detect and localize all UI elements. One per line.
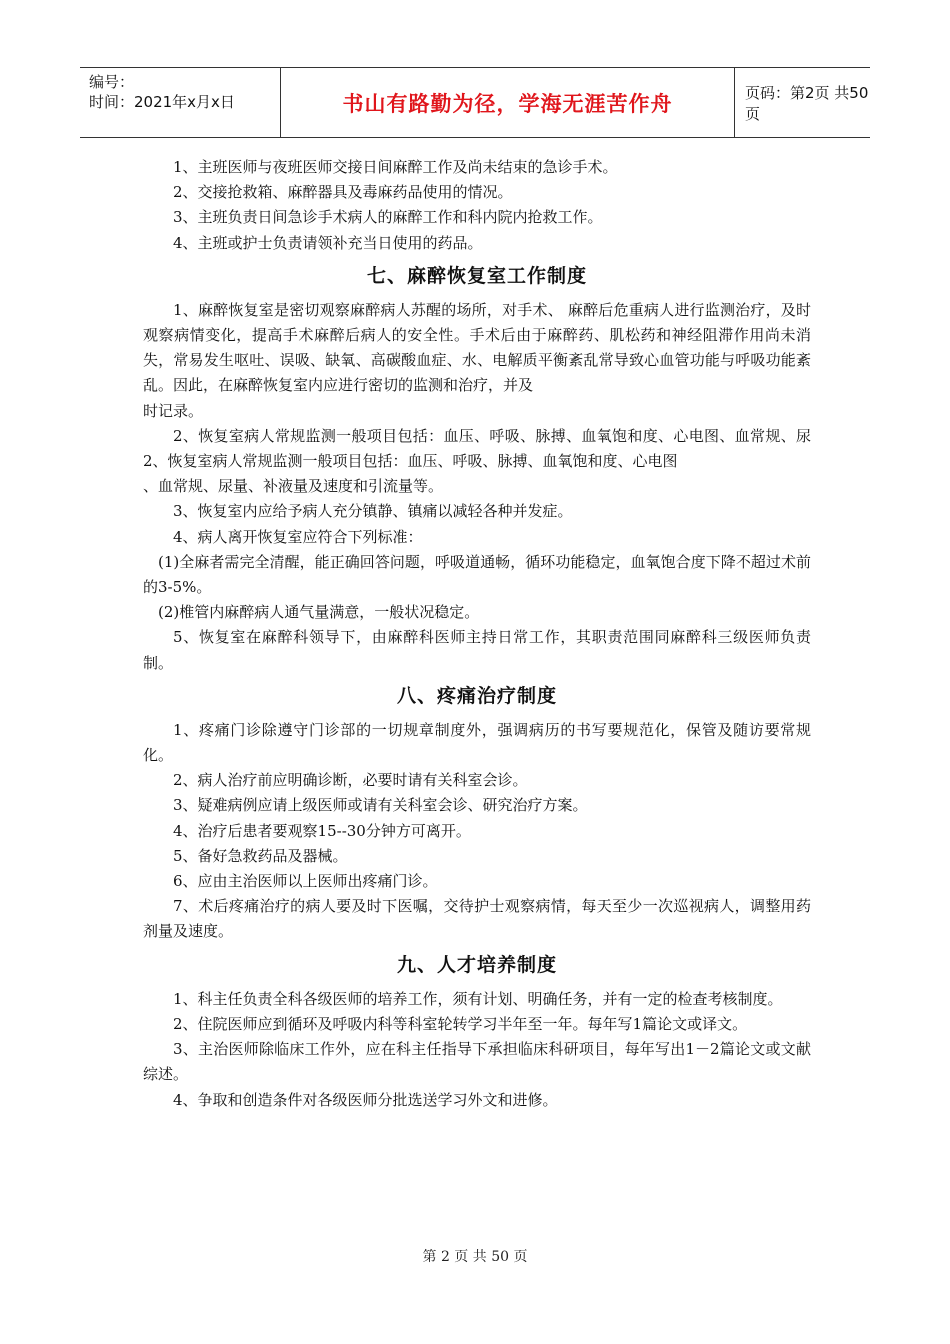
document-header: [80, 67, 870, 138]
section-7-paragraph-1-continued: 时记录。: [143, 401, 204, 420]
date-label: 时间：2021年x月x日: [89, 93, 235, 111]
intro-item: 2、交接抢救箱、麻醉器具及毒麻药品使用的情况。: [173, 183, 513, 202]
header-motto: 书山有路勤为径，学海无涯苦作舟: [281, 68, 735, 137]
section-7-paragraph-4: 4、病人离开恢复室应符合下列标准：: [173, 527, 423, 546]
intro-item: 3、主班负责日间急诊手术病人的麻醉工作和科内院内抢救工作。: [173, 208, 603, 227]
page-footer: 第 2 页 共 50 页: [422, 1249, 528, 1265]
section-8-item: 3、疑难病例应请上级医师或请有关科室会诊、研究治疗方案。: [173, 796, 588, 815]
section-7-criterion-1: (1)全麻者需完全清醒，能正确回答问题，呼吸道通畅，循环功能稳定，血氧饱合度下降不超过术前的3-5%。: [143, 552, 811, 597]
intro-item: 4、主班或护士负责请领补充当日使用的药品。: [173, 233, 483, 252]
header-page-info: 页码：第2页 共50页: [745, 83, 869, 123]
section-8-item: 1、疼痛门诊除遵守门诊部的一切规章制度外，强调病历的书写要规范化，保管及随访要常规化。: [143, 720, 811, 765]
section-9-item: 1、科主任负责全科各级医师的培养工作，须有计划、明确任务，并有一定的检查考核制度。: [173, 989, 783, 1008]
section-7-paragraph-2: 2、恢复室病人常规监测一般项目包括：血压、呼吸、脉搏、血氧饱和度、心电图、血常规、尿2、恢复室病人常规监测一般项目包括：血压、呼吸、脉搏、血氧饱和度、心电图: [143, 426, 811, 471]
section-7-title: 七、麻醉恢复室工作制度: [366, 264, 587, 287]
section-8-item: 4、治疗后患者要观察15--30分钟方可离开。: [173, 821, 471, 840]
section-8-item: 2、病人治疗前应明确诊断，必要时请有关科室会诊。: [173, 771, 528, 790]
header-meta: [80, 68, 281, 137]
section-8-title: 八、疼痛治疗制度: [396, 684, 557, 707]
section-8-item: 5、备好急救药品及器械。: [173, 846, 348, 865]
document-body: [143, 155, 811, 1113]
section-7-paragraph-2-continued: 、血常规、尿量、补液量及速度和引流量等。: [143, 477, 444, 496]
section-9-title: 九、人才培养制度: [396, 953, 557, 976]
section-9-item: 2、住院医师应到循环及呼吸内科等科室轮转学习半年至一年。每年写1篇论文或译文。: [173, 1014, 748, 1033]
section-7-paragraph-5: 5、恢复室在麻醉科领导下，由麻醉科医师主持日常工作，其职责范围同麻醉科三级医师负责制。: [143, 628, 811, 672]
section-8-item: 7、术后疼痛治疗的病人要及时下医嘱，交待护士观察病情，每天至少一次巡视病人，调整用药剂量及速度。: [143, 897, 811, 941]
section-7-criterion-2: (2)椎管内麻醉病人通气量满意，一般状况稳定。: [158, 603, 480, 622]
section-8-item: 6、应由主治医师以上医师出疼痛门诊。: [173, 872, 438, 891]
intro-item: 1、主班医师与夜班医师交接日间麻醉工作及尚未结束的急诊手术。: [173, 158, 618, 176]
number-label: 编号：: [89, 73, 135, 91]
section-9-item: 3、主治医师除临床工作外，应在科主任指导下承担临床科研项目，每年写出1－2篇论文或文献综述。: [143, 1040, 811, 1084]
section-7-paragraph-3: 3、恢复室内应给予病人充分镇静、镇痛以减轻各种并发症。: [173, 502, 573, 521]
section-7-paragraph-1: 1、麻醉恢复室是密切观察麻醉病人苏醒的场所，对手术、 麻醉后危重病人进行监测治疗，及时观察病情变化，提高手术麻醉后病人的安全性。手术后由于麻醉药、肌松药和神经阻滞作用尚未消失，常易发生呕吐、误吸、缺氧、高碳酸血症、水、电解质平衡紊乱常导致心血管功能与呼吸功能紊乱。因此，在麻醉恢复室内应进行密切的监测和治疗，并及: [143, 300, 811, 395]
section-9-item: 4、争取和创造条件对各级医师分批选送学习外文和进修。: [173, 1090, 558, 1109]
